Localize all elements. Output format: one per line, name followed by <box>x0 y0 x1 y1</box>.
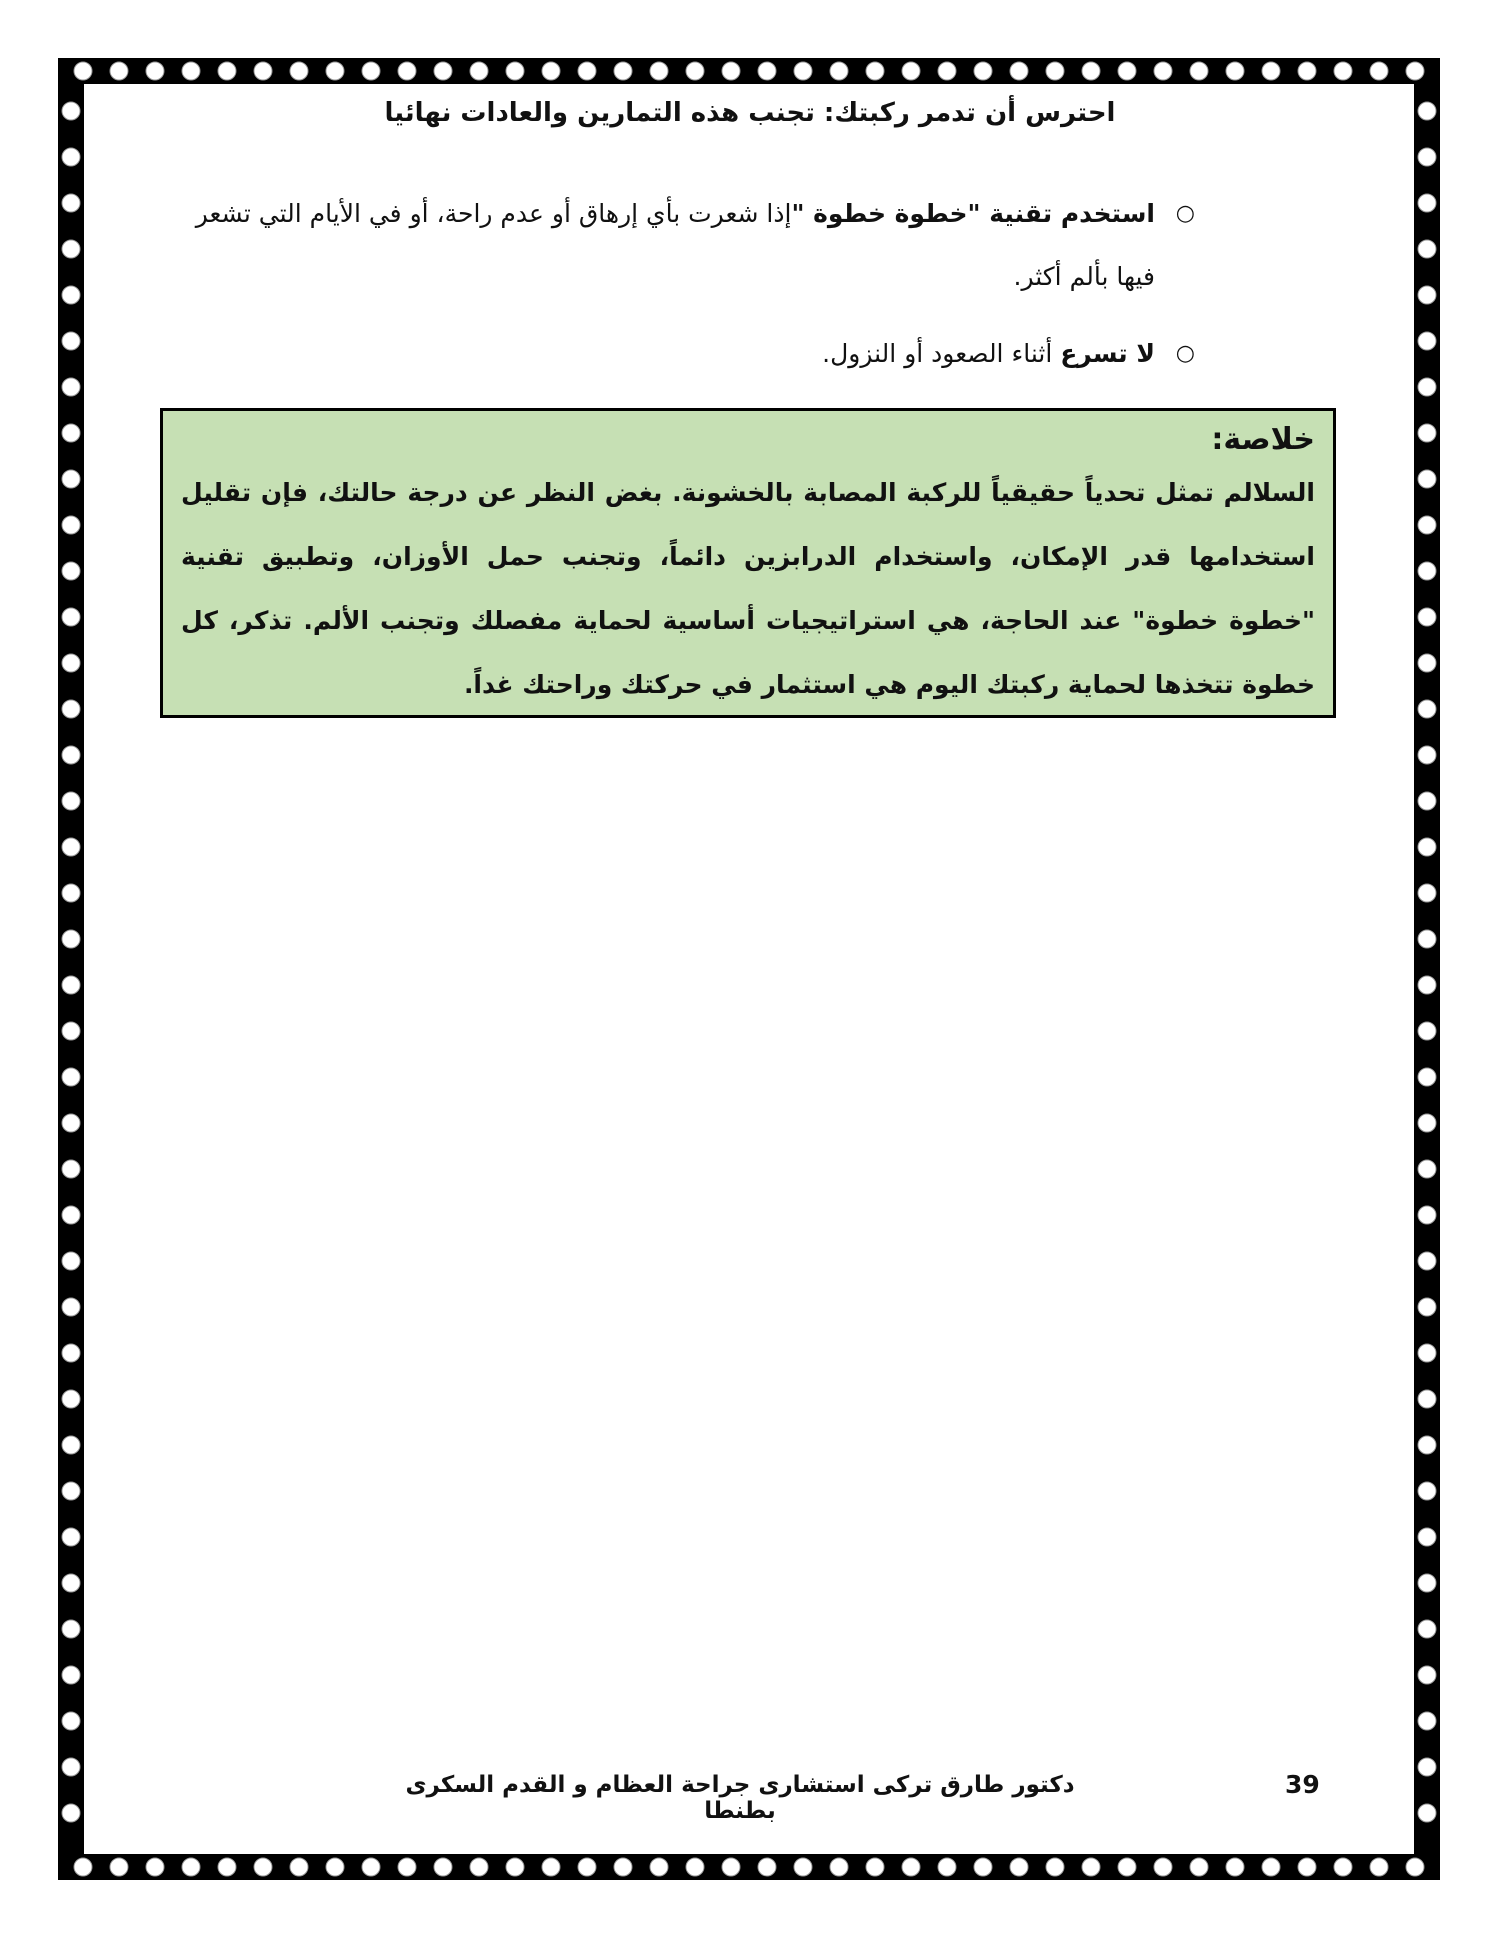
list-item-bold: لا تسرع <box>1060 339 1155 368</box>
page-number: 39 <box>1285 1770 1320 1799</box>
list-item <box>195 322 1195 385</box>
list-item-text: أثناء الصعود أو النزول. <box>822 339 1061 368</box>
list-item <box>195 182 1195 308</box>
bullet-circle-icon: ○ <box>1175 201 1195 226</box>
page-header-title: احترس أن تدمر ركبتك: تجنب هذه التمارين والعادات نهائيا <box>384 98 1116 128</box>
list-item-text: إذا شعرت بأي إرهاق أو عدم راحة، أو في الأيام التي تشعر فيها بألم أكثر. <box>195 199 1155 291</box>
tips-list <box>195 182 1195 399</box>
summary-title: خلاصة: <box>1211 422 1315 457</box>
footer-author: دكتور طارق تركى استشارى جراحة العظام و القدم السكرى بطنطا <box>405 1772 1075 1824</box>
list-item-bold: استخدم تقنية "خطوة خطوة " <box>791 199 1155 228</box>
summary-box <box>160 408 1336 718</box>
summary-body: السلالم تمثل تحدياً حقيقياً للركبة المصابة بالخشونة. بغض النظر عن درجة حالتك، فإن تقليل استخدامها قدر الإمكان، واستخدام الدرابزين دائماً، وتجنب حمل الأوزان، وتطبيق تقنية "خطوة خطوة" عند الحاجة، هي استراتيجيات أساسية لحماية مفصلك وتجنب الألم. تذكر، كل خطوة تتخذها لحماية ركبتك اليوم هي استثمار في حركتك وراحتك غداً. <box>181 478 1315 699</box>
bullet-circle-icon: ○ <box>1175 341 1195 366</box>
